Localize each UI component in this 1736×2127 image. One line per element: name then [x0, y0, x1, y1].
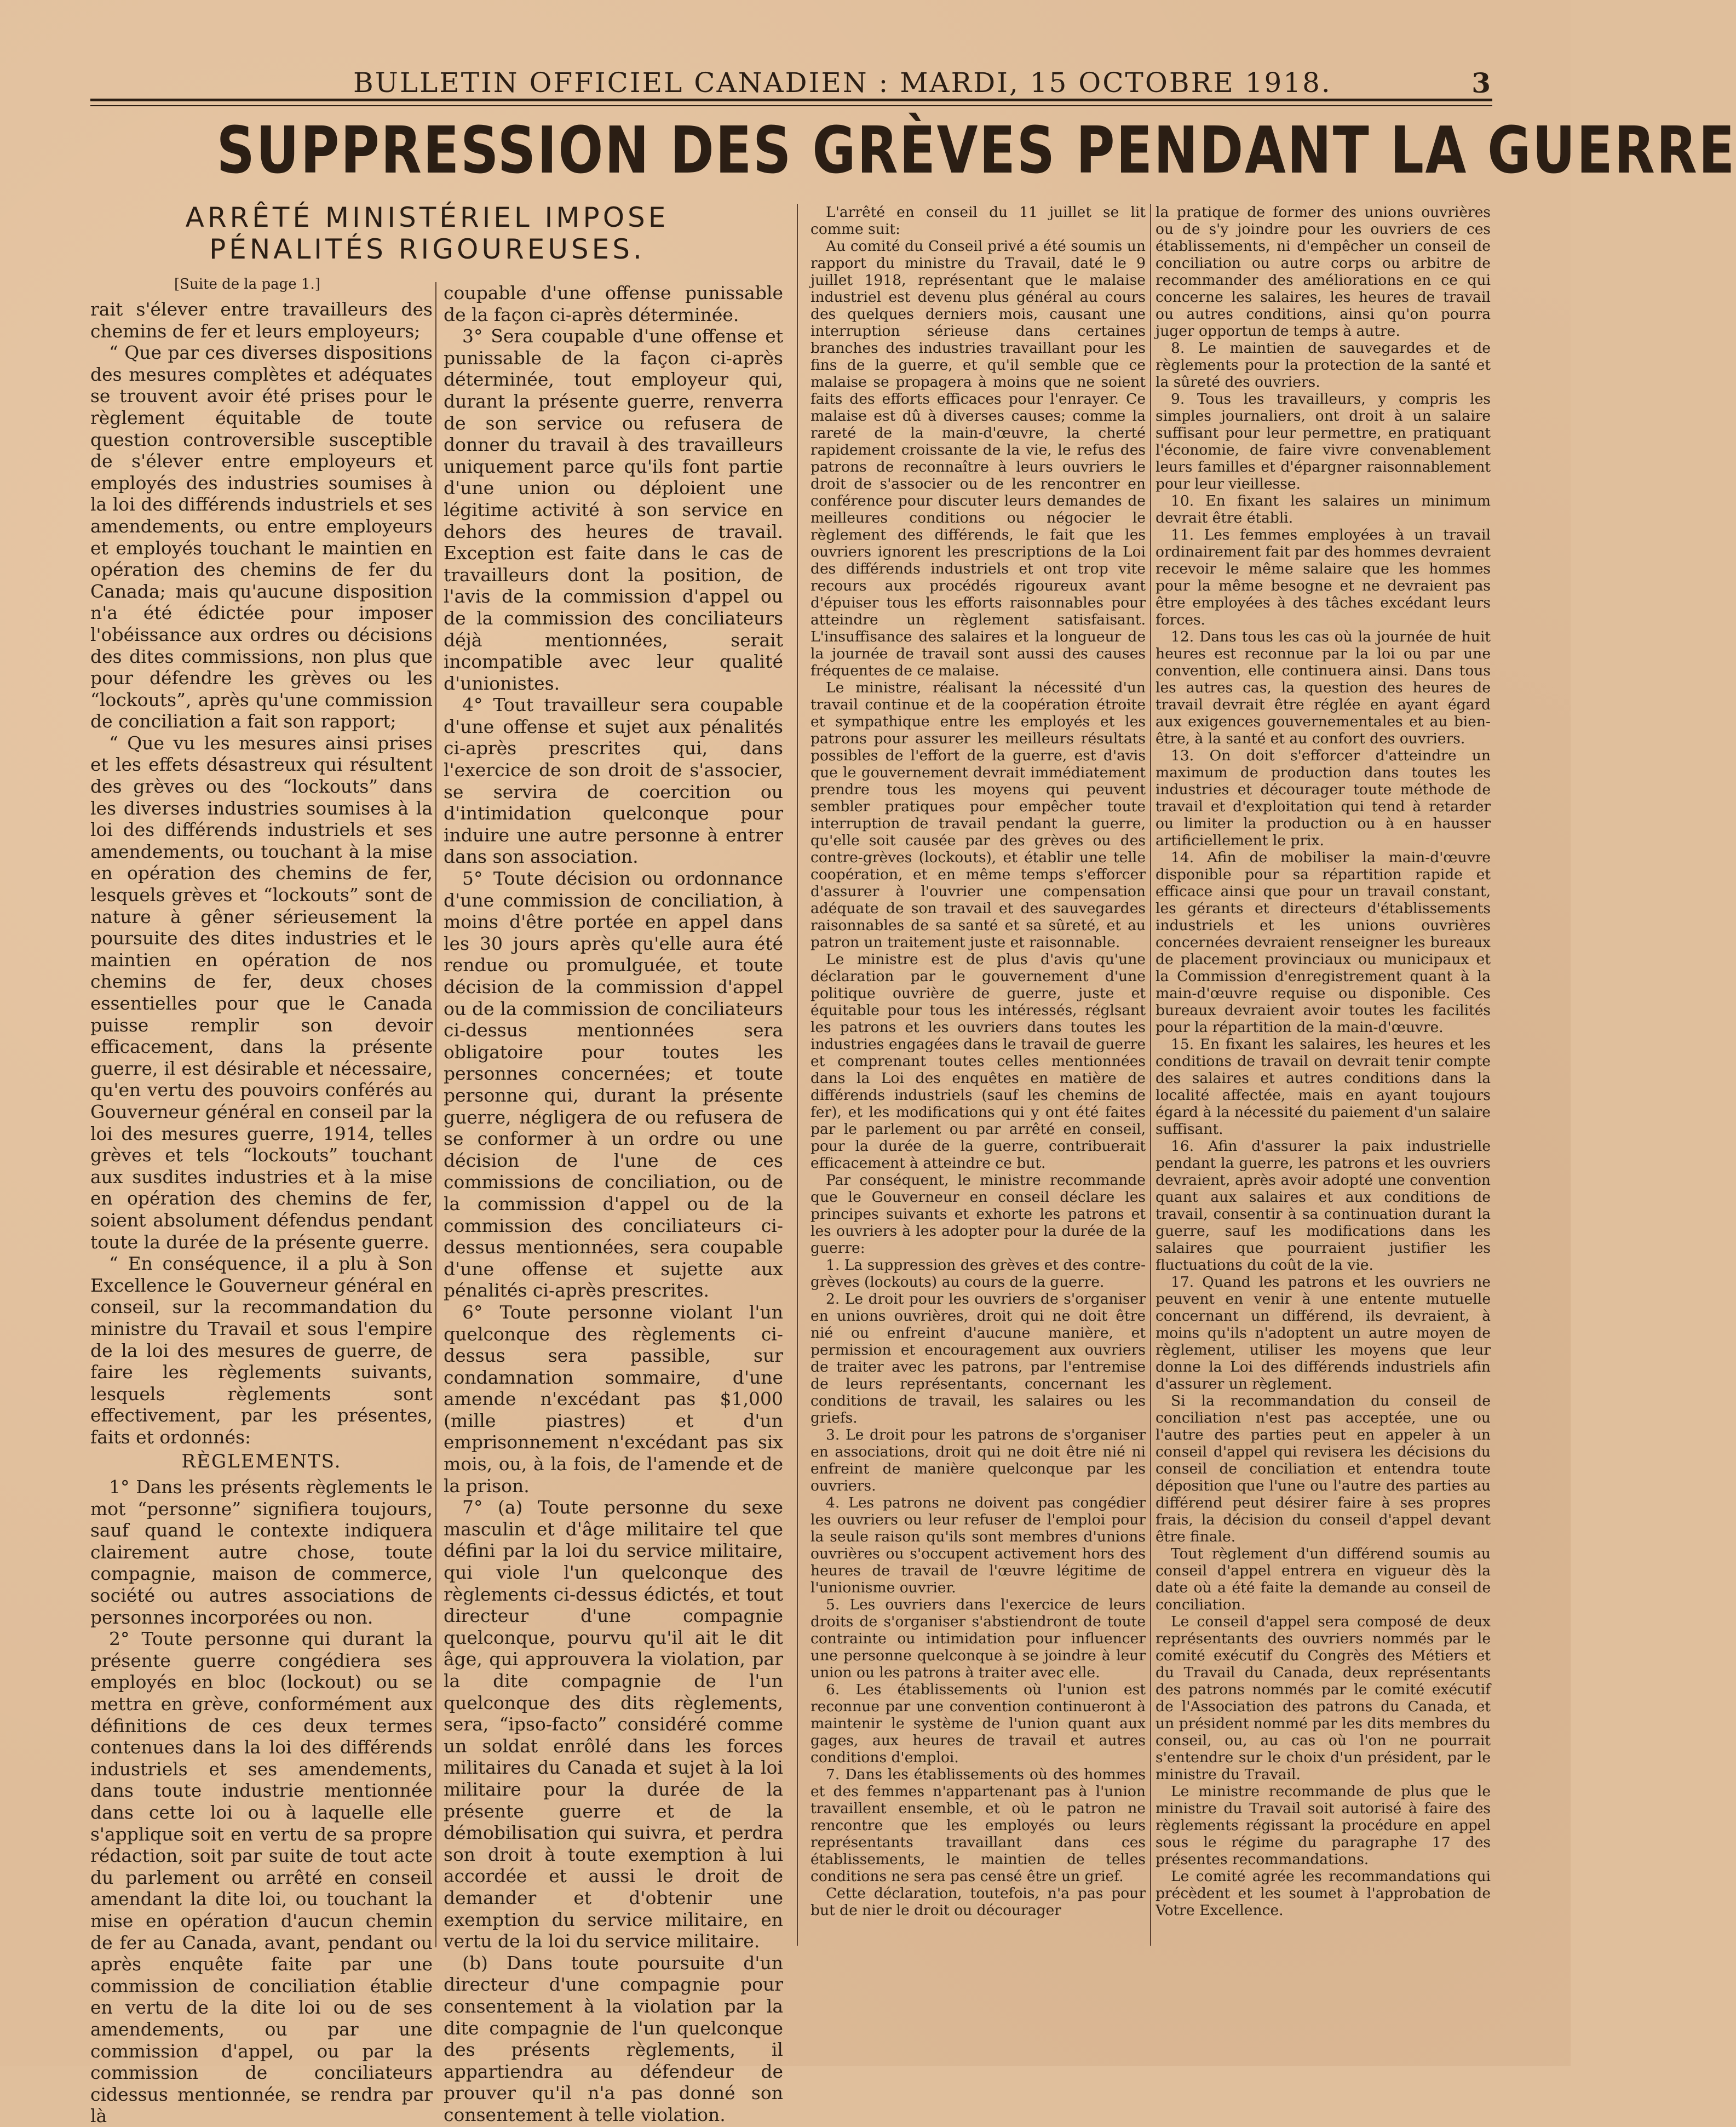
- paragraph: 6. Les établissements où l'union est reconnue par une convention continueront à maintenir le système de l'union quant aux gages, aux heures de travail et autres conditions d'emploi.: [810, 1681, 1146, 1766]
- paragraph: (b) Dans toute poursuite d'un directeur d'une compagnie pour consentement à la violation par la dite compagnie de l'un quelconque des présents règlements, il appartiendra au défendeur de prouver qu'il n'a pas donné son consentement à telle violation.: [444, 1952, 783, 2125]
- paragraph: 16. Afin d'assurer la paix industrielle pendant la guerre, les patrons et les ouvriers devraient, après avoir adopté une convention quant aux salaires et aux conditions de travail, consentir à sa continuation durant la guerre, sauf les modifications dans les salaires que pourraient justifier les fluctuations du coût de la vie.: [1156, 1138, 1491, 1274]
- paragraph: Le comité agrée les recommandations qui précèdent et les soumet à l'approbation de Votre Excellence.: [1156, 1868, 1491, 1919]
- headline: SUPPRESSION DES GRÈVES PENDANT LA GUERRE: [216, 112, 1736, 188]
- running-head: [90, 65, 1492, 103]
- paragraph: 1. La suppression des grèves et des contre-grèves (lockouts) au cours de la guerre.: [810, 1257, 1146, 1291]
- subheadline-line1: ARRÊTÉ MINISTÉRIEL IMPOSE: [185, 202, 669, 233]
- subheadline-line2: PÉNALITÉS RIGOUREUSES.: [209, 233, 645, 265]
- paragraph: 11. Les femmes employées à un travail ordinairement fait par des hommes devraient recevoir le même salaire que les hommes pour la même besogne et ne devraient pas être employées à des tâches excédant leurs forces.: [1156, 526, 1491, 628]
- paragraph: Le ministre recommande de plus que le ministre du Travail soit autorisé à faire des règlements régissant la procédure en appel sous le régime du paragraphe 17 des présentes recommandations.: [1156, 1783, 1491, 1868]
- paragraph: 17. Quand les patrons et les ouvriers ne peuvent en venir à une entente mutuelle concernant un différend, ils devraient, à moins qu'ils n'adoptent un autre moyen de règlement, utiliser les moyens que leur donne la Loi des différends industriels afin d'assurer un règlement.: [1156, 1274, 1491, 1392]
- paragraph: 14. Afin de mobiliser la main-d'œuvre disponible pour sa répartition rapide et efficace ainsi que pour un travail constant, les gérants et directeurs d'établissements industriels et les unions ouvrières concernées devraient renseigner les bureaux de placement provinciaux ou municipaux et la Commission d'enregistrement quant à la main-d'œuvre requise ou disponible. Ces bureaux devraient avoir toutes les facilités pour la répartition de la main-d'œuvre.: [1156, 849, 1491, 1036]
- paragraph: Si la recommandation du conseil de conciliation n'est pas acceptée, une ou l'autre des parties peut en appeler à un conseil d'appel qui revisera les décisions du conseil de conciliation et entendra toute déposition que l'une ou l'autre des parties au différend peut désirer faire à ses propres frais, la décision du conseil d'appel devant être finale.: [1156, 1392, 1491, 1545]
- column-rule: [435, 282, 436, 1947]
- paragraph: la pratique de former des unions ouvrières ou de s'y joindre pour les ouvriers de ces établissements, ni d'empêcher un conseil de conciliation ou autre corps ou arbitre de recommander des améliorations en ce qui concerne les salaires, les heures de travail ou autres conditions, ainsi qu'on pourra juger opportun de temps à autre.: [1156, 204, 1491, 340]
- paragraph: 7. Dans les établissements où des hommes et des femmes n'appartenant pas à l'union travaillent ensemble, et où le patron ne rencontre que les employés ou leurs représentants travaillant dans ces établissements, le maintien de telles conditions ne sera pas censé être un grief.: [810, 1766, 1146, 1885]
- paragraph: Au comité du Conseil privé a été soumis un rapport du ministre du Travail, daté le 9 juillet 1918, représentant que le malaise industriel est devenu plus général au cours des quelques derniers mois, causant une interruption sérieuse dans certaines branches des industries travaillant pour les fins de la guerre, et qu'il semble que ce malaise se propagera à moins que ne soient faits des efforts efficaces pour l'enrayer. Ce malaise est dû à diverses causes; comme la rareté de la main-d'œuvre, la cherté rapidement croissante de la vie, le refus des patrons de reconnaître à leurs ouvriers le droit de s'associer ou de les rencontrer en conférence pour discuter leurs demandes de meilleures conditions ou négocier le règlement des différends, le fait que les ouvriers ignorent les prescriptions de la Loi des différends industriels et ont trop vite recours aux procédés rigoureux avant d'épuiser tous les efforts raisonnables pour atteindre un règlement satisfaisant. L'insuffisance des salaires et la longueur de la journée de travail sont aussi des causes fréquentes de ce malaise.: [810, 238, 1146, 679]
- column-1: [90, 299, 433, 2127]
- paragraph: 7° (a) Toute personne du sexe masculin et d'âge militaire tel que défini par la loi du service militaire, qui viole l'un quelconque des règlements ci-dessus édictés, et tout directeur d'une compagnie quelconque, pourvu qu'il ait le dit âge, qui approuvera la violation, par la dite compagnie de l'un quelconque des dits règlements, sera, “ipso-facto” considéré comme un soldat enrôlé dans les forces militaires du Canada et sujet à la loi militaire pour la durée de la présente guerre et de la démobilisation qui suivra, et perdra son droit à toute exemption à lui accordée et aussi le droit de demander et d'obtenir une exemption du service militaire, en vertu de la loi du service militaire.: [444, 1497, 783, 1952]
- paragraph: Tout règlement d'un différend soumis au conseil d'appel entrera en vigueur dès la date où a été faite la demande au conseil de conciliation.: [1156, 1545, 1491, 1613]
- column-rule: [797, 204, 798, 1946]
- paragraph: “ En conséquence, il a plu à Son Excellence le Gouverneur général en conseil, sur la recommandation du ministre du Travail et sous l'empire de la loi des mesures de guerre, de faire les règlements suivants, lesquels règlements sont effectivement, par les présentes, faits et ordonnés:: [90, 1253, 433, 1448]
- paragraph: Le ministre, réalisant la nécessité d'un travail continue et de la coopération étroite et sympathique entre les employés et les patrons pour assurer les meilleurs résultats possibles de l'effort de la guerre, est d'avis que le gouvernement devrait immédiatement prendre tous les moyens qui peuvent sembler pratiques pour empêcher toute interruption de travail pendant la guerre, qu'elle soit causée par des grèves ou des contre-grèves (lockouts), et établir une telle coopération, et en même temps s'efforcer d'assurer à l'ouvrier une compensation adéquate de son travail et des sauvegardes raisonnables de sa santé et sa sûreté, et au patron un traitement juste et raisonnable.: [810, 679, 1146, 951]
- paragraph: 15. En fixant les salaires, les heures et les conditions de travail on devrait tenir compte des salaires et autres conditions dans la localité affectée, mais en ayant toujours égard à la nécessité du paiement d'un salaire suffisant.: [1156, 1036, 1491, 1138]
- paragraph: Cette déclaration, toutefois, n'a pas pour but de nier le droit ou décourager: [810, 1885, 1146, 1919]
- subheadline: [110, 202, 745, 265]
- paragraph: 13. On doit s'efforcer d'atteindre un maximum de production dans toutes les industries et décourager toute méthode de travail et d'exploitation qui tend à retarder ou limiter la production ou à en hausser artificiellement le prix.: [1156, 747, 1491, 849]
- paragraph: 4. Les patrons ne doivent pas congédier les ouvriers ou leur refuser de l'emploi pour la seule raison qu'ils sont membres d'unions ouvrières ou s'occupent activement hors des heures de travail de l'œuvre légitime de l'unionisme ouvrier.: [810, 1494, 1146, 1596]
- paragraph: Le ministre est de plus d'avis qu'une déclaration par le gouvernement d'une politique ouvrière de guerre, juste et équitable pour tous les intéressés, réglsant les patrons et les ouvriers dans toutes les industries engagées dans le travail de guerre et comprenant toutes celles mentionnées dans la Loi des enquêtes en matière de différends industriels (sauf les chemins de fer), et les modifications qui y ont été faites par le parlement ou par arrêté en conseil, pour la durée de la guerre, contribuerait efficacement à atteindre ce but.: [810, 951, 1146, 1172]
- header-rule-top: [90, 99, 1492, 101]
- column-rule: [1150, 204, 1151, 1946]
- paragraph: 9. Tous les travailleurs, y compris les simples journaliers, ont droit à un salaire suffisant pour leur permettre, en pratiquant l'économie, de faire vivre convenablement leurs familles et d'épargner raisonnablement pour leur vieillesse.: [1156, 391, 1491, 492]
- paragraph: 3. Le droit pour les patrons de s'organiser en associations, droit qui ne doit être nié ni enfreint de manière quelconque par les ouvriers.: [810, 1426, 1146, 1494]
- paragraph: rait s'élever entre travailleurs des chemins de fer et leurs employeurs;: [90, 299, 433, 342]
- paragraph: 8. Le maintien de sauvegardes et de règlements pour la protection de la santé et la sûreté des ouvriers.: [1156, 340, 1491, 391]
- paragraph: L'arrêté en conseil du 11 juillet se lit comme suit:: [810, 204, 1146, 238]
- header-rule-bottom: [90, 105, 1492, 106]
- paragraph: 4° Tout travailleur sera coupable d'une offense et sujet aux pénalités ci-après prescrites qui, dans l'exercice de son droit de s'associer, se servira de coercition ou d'intimidation quelconque pour induire une autre personne à entrer dans son association.: [444, 694, 783, 868]
- paragraph: 6° Toute personne violant l'un quelconque des règlements ci-dessus sera passible, sur condamnation sommaire, d'une amende n'excédant pas $1,000 (mille piastres) et d'un emprisonnement n'excédant pas six mois, ou, à la fois, de l'amende et de la prison.: [444, 1301, 783, 1497]
- running-title: BULLETIN OFFICIEL CANADIEN : MARDI, 15 OCTOBRE 1918.: [353, 67, 1332, 99]
- continued-note: [Suite de la page 1.]: [174, 276, 320, 293]
- paragraph: 10. En fixant les salaires un minimum devrait être établi.: [1156, 492, 1491, 526]
- paragraph: 5° Toute décision ou ordonnance d'une commission de conciliation, à moins d'être portée en appel dans les 30 jours après qu'elle aura été rendue ou promulguée, et toute décision de la commission d'appel ou de la commission de conciliateurs ci-dessus mentionnées sera obligatoire pour toutes les personnes concernées; et toute personne qui, durant la présente guerre, négligera de ou refusera de se conformer à un ordre ou une décision de l'une de ces commissions de conciliation, ou de la commission d'appel ou de la commission des conciliateurs ci-dessus mentionnées, sera coupable d'une offense et sujette aux pénalités ci-après prescrites.: [444, 868, 783, 1302]
- paragraph: Le conseil d'appel sera composé de deux représentants des ouvriers nommés par le comité exécutif du Congrès des Métiers et du Travail du Canada, deux représentants des patrons nommés par le comité exécutif de l'Association des patrons du Canada, et un président nommé par les dits membres du conseil, ou, au cas où l'on ne pourrait s'entendre sur le choix d'un président, par le ministre du Travail.: [1156, 1613, 1491, 1783]
- paragraph: “ Que vu les mesures ainsi prises et les effets désastreux qui résultent des grèves ou des “lockouts” dans les diverses industries soumises à la loi des différends industriels et ses amendements, ou touchant à la mise en opération des chemins de fer, lesquels grèves et “lockouts” sont de nature à gêner sérieusement la poursuite des dites industries et le maintien en opération de nos chemins de fer, deux choses essentielles pour que le Canada puisse remplir son devoir efficacement, dans la présente guerre, il est désirable et nécessaire, qu'en vertu des pouvoirs conférés au Gouverneur général en conseil par la loi des mesures guerre, 1914, telles grèves et tels “lockouts” touchant aux susdites industries et à la mise en opération des chemins de fer, soient absolument défendus pendant toute la durée de la présente guerre.: [90, 732, 433, 1253]
- column-2: [444, 282, 783, 2125]
- paragraph: 2° Toute personne qui durant la présente guerre congédiera ses employés en bloc (lockout) ou se mettra en grève, conformément aux définitions de ces deux termes contenues dans la loi des différends industriels et ses amendements, dans toute industrie mentionnée dans cette loi ou à laquelle elle s'applique soit en vertu de sa propre rédaction, soit par suite de tout acte du parlement ou arrêté en conseil amendant la dite loi, ou touchant la mise en opération d'aucun chemin de fer au Canada, avant, pendant ou après enquête faite par une commission de conciliation établie en vertu de la dite loi ou de ses amendements, ou par une commission d'appel, ou par la commission de conciliateurs cidessus mentionnée, se rendra par là: [90, 1628, 433, 2127]
- paragraph: 12. Dans tous les cas où la journée de huit heures est reconnue par la loi ou par une convention, elle continuera ainsi. Dans tous les autres cas, la question des heures de travail devrait être réglée en ayant égard aux exigences gouvernementales et au bien-être, à la santé et au confort des ouvriers.: [1156, 628, 1491, 747]
- column-4: [1156, 204, 1491, 1919]
- paragraph: 5. Les ouvriers dans l'exercice de leurs droits de s'organiser s'abstiendront de toute contrainte ou intimidation pour influencer une personne quelconque à se joindre à leur union ou les patrons à traiter avec elle.: [810, 1596, 1146, 1681]
- paragraph: 1° Dans les présents règlements le mot “personne” signifiera toujours, sauf quand le contexte indiquera clairement autre chose, toute compagnie, maison de commerce, société ou autres associations de personnes incorporées ou non.: [90, 1476, 433, 1628]
- paragraph: coupable d'une offense punissable de la façon ci-après déterminée.: [444, 282, 783, 325]
- paragraph: 2. Le droit pour les ouvriers de s'organiser en unions ouvrières, droit qui ne doit être nié ou enfreint d'aucune manière, et permission et encouragement aux ouvriers de traiter avec les patrons, par l'entremise de leurs représentants, concernant les conditions de travail, les salaires ou les griefs.: [810, 1291, 1146, 1426]
- page-number: 3: [1471, 67, 1492, 99]
- column-3: [810, 204, 1146, 1919]
- section-heading: RÈGLEMENTS.: [181, 1451, 342, 1473]
- paragraph: “ Que par ces diverses dispositions des mesures complètes et adéquates se trouvent avoir été prises pour le règlement équitable de toute question controversible susceptible de s'élever entre employeurs et employés des industries soumises à la loi des différends industriels et ses amendements, ou entre employeurs et employés touchant le maintien en opération des chemins de fer du Canada; mais qu'aucune disposition n'a été édictée pour imposer l'obéissance aux ordres ou décisions des dites commissions, non plus que pour défendre les grèves ou les “lockouts”, après qu'une commission de conciliation a fait son rapport;: [90, 342, 433, 732]
- paragraph: 3° Sera coupable d'une offense et punissable de la façon ci-après déterminée, tout employeur qui, durant la présente guerre, renverra de son service ou refusera de donner du travail à des travailleurs uniquement parce qu'ils font partie d'une union ou déploient une légitime activité à son service en dehors des heures de travail. Exception est faite dans le cas de travailleurs dont la position, de l'avis de la commission d'appel ou de la commission des conciliateurs déjà mentionnées, serait incompatible avec leur qualité d'unionistes.: [444, 325, 783, 694]
- paragraph: Par conséquent, le ministre recommande que le Gouverneur en conseil déclare les principes suivants et exhorte les patrons et les ouvriers à les adopter pour la durée de la guerre:: [810, 1172, 1146, 1257]
